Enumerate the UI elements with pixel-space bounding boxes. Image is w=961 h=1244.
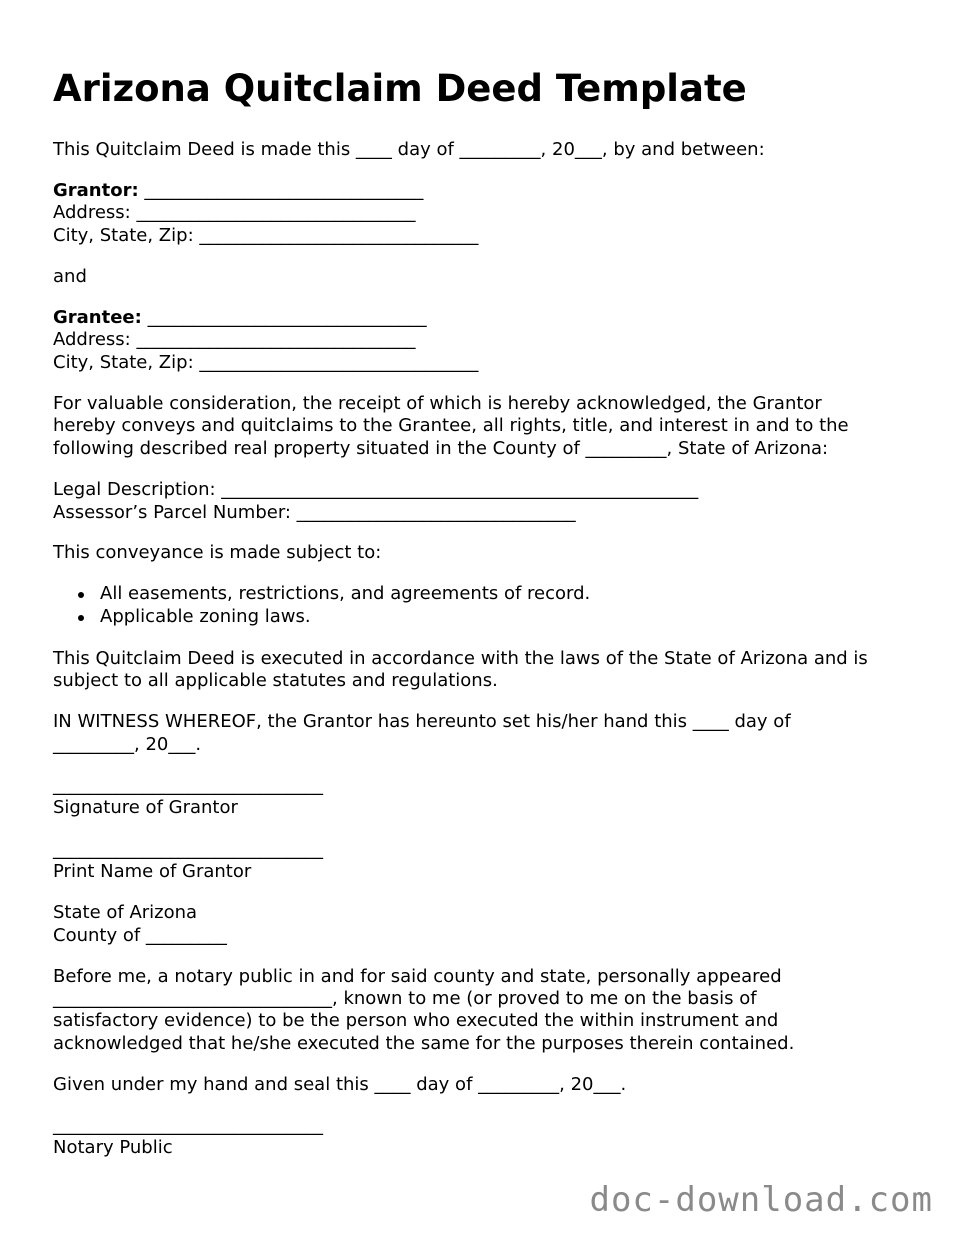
print-name-line: ______________________________ <box>53 839 323 860</box>
notary-statement-line-4: acknowledged that he/she executed the same for the purposes therein contained. <box>53 1033 795 1054</box>
grantor-label: Grantor: <box>53 180 139 201</box>
print-name-label: Print Name of Grantor <box>53 861 252 882</box>
conditions-list <box>53 583 590 628</box>
consideration-line-3: following described real property situated in the County of _________, State of Arizona: <box>53 438 829 459</box>
grantor-name-line <box>53 180 423 203</box>
parcel-number: Assessor’s Parcel Number: _______________________________ <box>53 502 576 523</box>
notary-label: Notary Public <box>53 1137 173 1158</box>
and-text: and <box>53 266 87 287</box>
execution-line-1: This Quitclaim Deed is executed in accordance with the laws of the State of Arizona and is <box>53 648 868 669</box>
grantee-name-blank: _______________________________ <box>141 307 427 328</box>
bullet-icon <box>78 615 84 621</box>
signature-line: ______________________________ <box>53 775 323 796</box>
intro-paragraph: This Quitclaim Deed is made this ____ day of _________, 20___, by and between: <box>53 139 765 160</box>
witness-line-2: _________, 20___. <box>53 734 202 755</box>
grantor-name-blank: _______________________________ <box>138 180 424 201</box>
notary-signature-line: ______________________________ <box>53 1115 323 1136</box>
document-title: Arizona Quitclaim Deed Template <box>53 67 747 110</box>
legal-description: Legal Description: _____________________________________________________ <box>53 479 699 500</box>
grantee-city-state-zip: City, State, Zip: _______________________________ <box>53 352 479 373</box>
consideration-line-2: hereby conveys and quitclaims to the Grantee, all rights, title, and interest in and to the <box>53 415 849 436</box>
given-under-hand: Given under my hand and seal this ____ day of _________, 20___. <box>53 1074 627 1095</box>
notary-statement-line-3: satisfactory evidence) to be the person who executed the within instrument and <box>53 1010 779 1031</box>
notary-statement-line-2: _______________________________, known to me (or proved to me on the basis of <box>53 988 757 1009</box>
condition-text: Applicable zoning laws. <box>100 605 311 627</box>
venue-county: County of _________ <box>53 925 227 946</box>
consideration-line-1: For valuable consideration, the receipt of which is hereby acknowledged, the Grantor <box>53 393 822 414</box>
grantor-city-state-zip: City, State, Zip: _______________________________ <box>53 225 479 246</box>
grantee-name-line <box>53 307 427 330</box>
list-item <box>53 606 590 629</box>
grantee-label: Grantee: <box>53 307 142 328</box>
list-item <box>53 583 590 606</box>
venue-state: State of Arizona <box>53 902 198 923</box>
subject-to-heading: This conveyance is made subject to: <box>53 542 382 563</box>
grantee-address: Address: _______________________________ <box>53 329 416 350</box>
bullet-icon <box>78 592 84 598</box>
condition-text: All easements, restrictions, and agreements of record. <box>100 583 591 604</box>
execution-line-2: subject to all applicable statutes and regulations. <box>53 670 498 691</box>
watermark: doc-download.com <box>589 1180 933 1220</box>
witness-line-1: IN WITNESS WHEREOF, the Grantor has hereunto set his/her hand this ____ day of <box>53 711 791 732</box>
signature-label: Signature of Grantor <box>53 797 238 818</box>
grantor-address: Address: _______________________________ <box>53 202 416 223</box>
notary-statement-line-1: Before me, a notary public in and for said county and state, personally appeared <box>53 966 782 987</box>
